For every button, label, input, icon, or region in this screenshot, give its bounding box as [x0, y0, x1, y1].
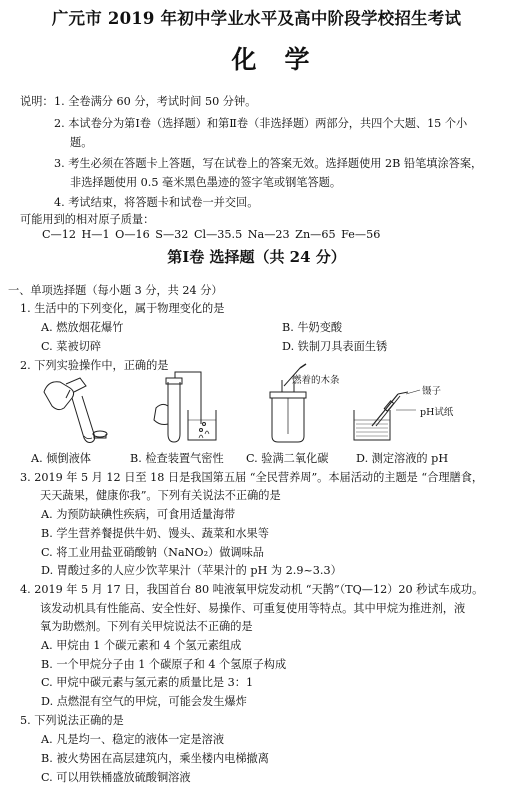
- figure-pouring-liquid: [44, 378, 107, 443]
- atomic-mass-list: C—12 H—1 O—16 S—32 Cl—35.5 Na—23 Zn—65 Fe—56: [42, 228, 381, 241]
- q3-option-c: C. 将工业用盐亚硝酸钠（NaNO₂）做调味品: [41, 546, 264, 559]
- q5-stem: 5. 下列说法正确的是: [20, 714, 124, 727]
- q4-option-a: A. 甲烷由 1 个碳元素和 4 个氢元素组成: [41, 639, 242, 652]
- subject-title: 化学: [231, 45, 338, 74]
- q5-option-b: B. 被火势困在高层建筑内，乘坐楼内电梯撤离: [41, 752, 269, 765]
- q5-option-a: A. 凡是均一、稳定的液体一定是溶液: [41, 733, 225, 746]
- q1-option-b: B. 牛奶变酸: [282, 321, 343, 334]
- q2-option-c: C. 验满二氧化碳: [246, 452, 329, 465]
- instruction-4: 4. 考试结束，将答题卡和试卷一并交回。: [54, 196, 259, 209]
- q4-option-b: B. 一个甲烷分子由 1 个碳原子和 4 个氢原子构成: [41, 658, 287, 671]
- instruction-2-cont: 题。: [70, 136, 93, 149]
- q2-stem: 2. 下列实验操作中，正确的是: [20, 359, 169, 372]
- q1-stem: 1. 生活中的下列变化，属于物理变化的是: [20, 302, 225, 315]
- instruction-3-cont: 非选择题使用 0.5 毫米黑色墨迹的签字笔或钢笔答题。: [70, 176, 342, 189]
- q2-option-a: A. 倾倒液体: [31, 452, 91, 465]
- instruction-3: 3. 考生必须在答题卡上答题，写在试卷上的答案无效。选择题使用 2B 铅笔填涂答案，: [54, 157, 483, 170]
- q1-option-a: A. 燃放烟花爆竹: [41, 321, 124, 334]
- fig-label-burning-stick: 燃着的木条: [292, 375, 340, 386]
- section-heading: 一、单项选择题（每小题 3 分，共 24 分）: [8, 284, 223, 297]
- q3-option-b: B. 学生营养餐提供牛奶、馒头、蔬菜和水果等: [41, 527, 269, 540]
- instructions-lead: 说明：: [20, 95, 54, 108]
- exam-title: 广元市 2019 年初中学业水平及高中阶段学校招生考试: [51, 9, 462, 28]
- instruction-2: 2. 本试卷分为第Ⅰ卷（选择题）和第Ⅱ卷（非选择题）两部分，共四个大题、15 个小: [54, 117, 468, 130]
- figure-ph-test: [354, 390, 420, 440]
- figure-airtightness: [154, 372, 216, 442]
- q3-stem-line-2: 天天蔬果，健康你我”。下列有关说法不正确的是: [40, 489, 281, 502]
- q4-option-c: C. 甲烷中碳元素与氢元素的质量比是 3：1: [41, 676, 254, 689]
- q4-stem-line-2: 该发动机具有性能高、安全性好、易操作、可重复使用等特点。其中甲烷为推进剂，液: [40, 602, 466, 615]
- q4-stem-line-3: 氧为助燃剂。下列有关甲烷说法不正确的是: [40, 620, 253, 633]
- q1-option-c: C. 菜被切碎: [41, 340, 102, 353]
- atomic-mass-label: 可能用到的相对原子质量：: [20, 213, 155, 226]
- q2-option-b: B. 检查装置气密性: [130, 452, 224, 465]
- q2-option-d: D. 测定溶液的 pH: [356, 452, 449, 465]
- q3-option-a: A. 为预防缺碘性疾病，可食用适量海带: [41, 508, 236, 521]
- instruction-1: 1. 全卷满分 60 分，考试时间 50 分钟。: [54, 95, 257, 108]
- q1-option-d: D. 铁制刀具表面生锈: [282, 340, 388, 353]
- q4-stem-line-1: 4. 2019 年 5 月 17 日，我国首台 80 吨液氧甲烷发动机 “天鹊”（TQ—12）20 秒试车成功。: [20, 583, 484, 596]
- q4-option-d: D. 点燃混有空气的甲烷，可能会发生爆炸: [41, 695, 247, 708]
- q3-stem-line-1: 3. 2019 年 5 月 12 日至 18 日是我国第五届 “全民营养周”。本届活动的主题是 “合理膳食，: [20, 471, 484, 484]
- part-title: 第Ⅰ卷 选择题（共 24 分）: [167, 248, 346, 266]
- fig-label-tweezers: 镊子: [422, 386, 442, 397]
- q3-option-d: D. 胃酸过多的人应少饮苹果汁（苹果汁的 pH 为 2.9~3.3）: [41, 564, 342, 577]
- q5-option-c: C. 可以用铁桶盛放硫酸铜溶液: [41, 771, 191, 784]
- fig-label-ph-paper: pH试纸: [420, 407, 454, 418]
